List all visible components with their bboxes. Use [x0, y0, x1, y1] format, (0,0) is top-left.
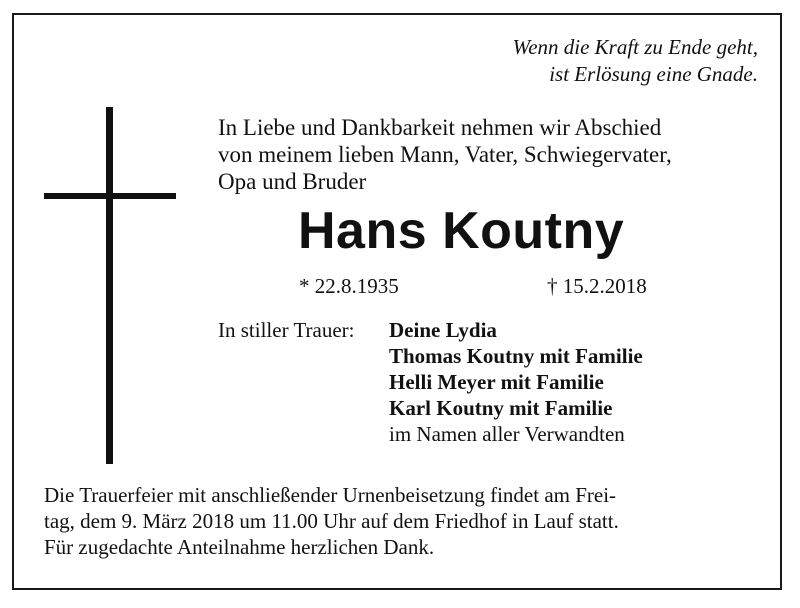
- mourner-list: [389, 317, 643, 447]
- mourner-name: Deine Lydia: [389, 318, 497, 342]
- mourning-label: In stiller Trauer:: [218, 318, 355, 342]
- obituary-notice: [12, 13, 782, 590]
- deceased-name: Hans Koutny: [298, 202, 625, 260]
- cross-horizontal-bar: [44, 193, 176, 199]
- footer-line: tag, dem 9. März 2018 um 11.00 Uhr auf dem Friedhof in Lauf statt.: [44, 509, 619, 533]
- mourner-name: Thomas Koutny mit Familie: [389, 344, 643, 368]
- mourner-name: Helli Meyer mit Familie: [389, 370, 604, 394]
- intro-line: In Liebe und Dankbarkeit nehmen wir Abschied: [218, 115, 662, 140]
- relatives-note: im Namen aller Verwandten: [389, 422, 625, 446]
- funeral-details: [44, 482, 619, 560]
- mourner-name: Karl Koutny mit Familie: [389, 396, 613, 420]
- intro-line: von meinem lieben Mann, Vater, Schwiegervater,: [218, 142, 672, 167]
- intro-text: [218, 114, 672, 195]
- cross-vertical-bar: [106, 107, 113, 464]
- motto-line: ist Erlösung eine Gnade.: [549, 62, 758, 86]
- footer-line: Für zugedachte Anteilnahme herzlichen Dank.: [44, 535, 435, 559]
- motto-line: Wenn die Kraft zu Ende geht,: [512, 35, 758, 59]
- death-date: † 15.2.2018: [547, 274, 647, 298]
- footer-line: Die Trauerfeier mit anschließender Urnenbeisetzung findet am Frei-: [44, 483, 617, 507]
- motto: [428, 34, 758, 88]
- intro-line: Opa und Bruder: [218, 169, 367, 194]
- birth-date: * 22.8.1935: [299, 274, 399, 298]
